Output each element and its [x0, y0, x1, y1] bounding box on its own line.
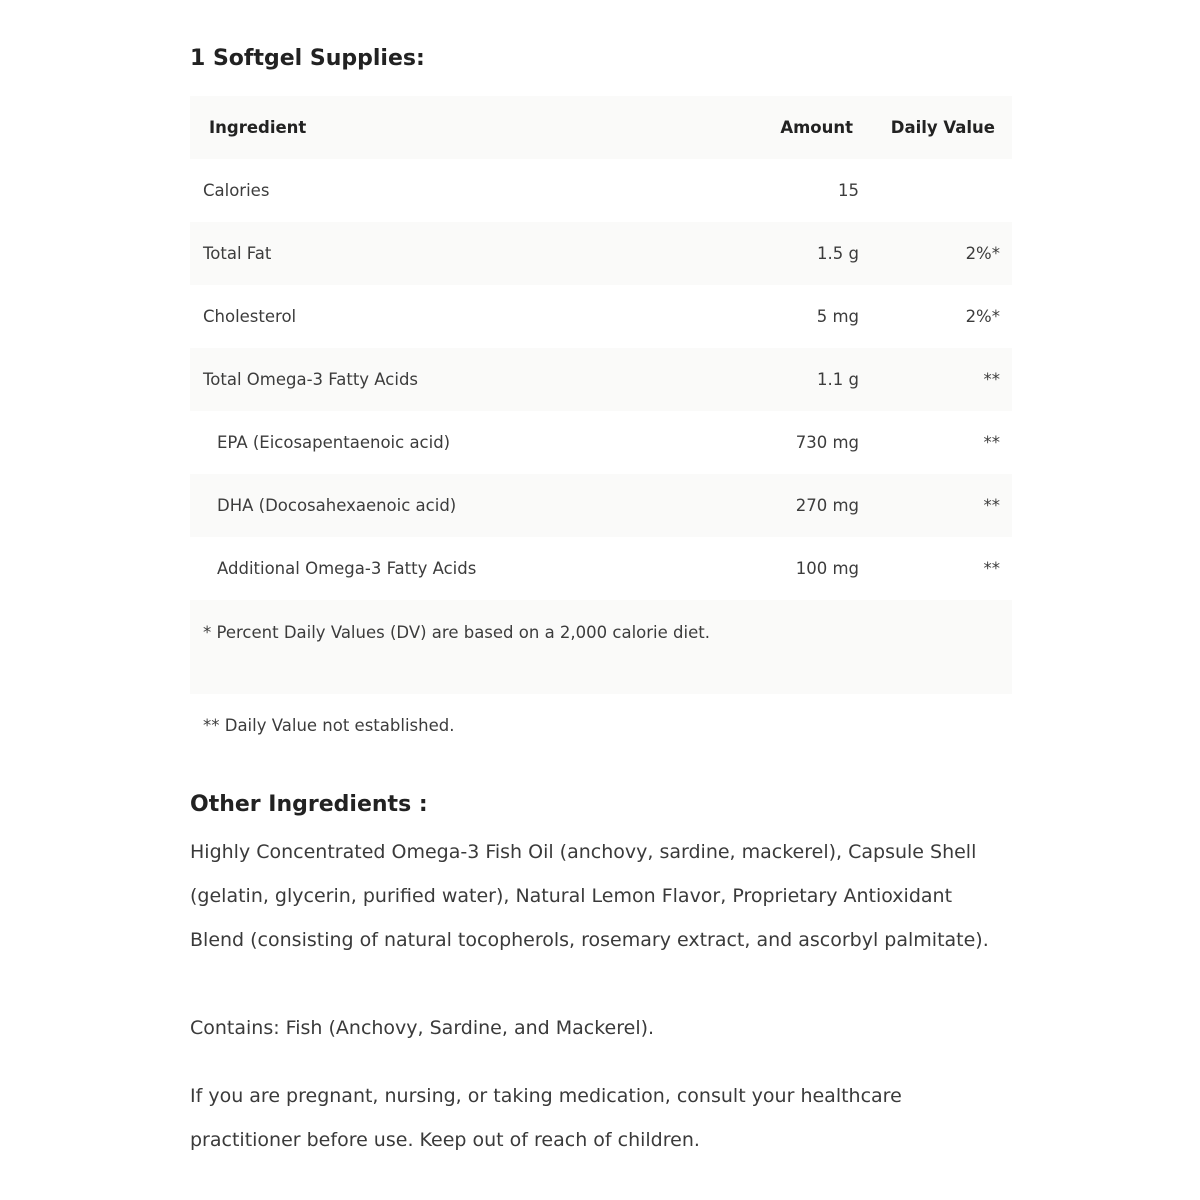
- other-ingredients-text: Highly Concentrated Omega-3 Fish Oil (anchovy, sardine, mackerel), Capsule Shell (gelatin, glycerin, purified water), Natural Lemon Flavor, Proprietary Antioxidant Blend (consisting of natural tocopherols, rosemary extract, and ascorbyl palmitate).: [190, 841, 989, 951]
- table-row: [190, 159, 1012, 222]
- ingredient-amount: 730 mg: [795, 433, 859, 452]
- ingredient-daily-value: 2%*: [965, 307, 1000, 326]
- table-row: [190, 285, 1012, 348]
- ingredient-amount: 270 mg: [795, 496, 859, 515]
- table-row: [190, 474, 1012, 537]
- footnote-dv-text: * Percent Daily Values (DV) are based on a 2,000 calorie diet.: [203, 623, 710, 642]
- ingredient-daily-value: **: [983, 496, 1000, 515]
- header-daily-value: Daily Value: [890, 118, 995, 137]
- warning-text: If you are pregnant, nursing, or taking medication, consult your healthcare practitioner before use. Keep out of reach of children.: [190, 1085, 902, 1151]
- table-row: [190, 348, 1012, 411]
- header-amount: Amount: [780, 118, 853, 137]
- footnote-not-established-text: ** Daily Value not established.: [203, 716, 455, 735]
- ingredient-amount: 1.5 g: [817, 244, 859, 263]
- ingredient-name: Cholesterol: [203, 307, 297, 326]
- ingredient-name: Total Fat: [203, 244, 272, 263]
- allergen-contains-text: Contains: Fish (Anchovy, Sardine, and Mackerel).: [190, 1017, 655, 1039]
- ingredient-amount: 1.1 g: [817, 370, 859, 389]
- supplies-title: 1 Softgel Supplies:: [190, 46, 425, 71]
- ingredient-amount: 15: [838, 181, 859, 200]
- ingredient-name: Additional Omega-3 Fatty Acids: [217, 559, 477, 578]
- other-ingredients-title: Other Ingredients :: [190, 792, 428, 817]
- ingredient-name: Total Omega-3 Fatty Acids: [203, 370, 419, 389]
- table-row: [190, 537, 1012, 600]
- ingredient-amount: 5 mg: [816, 307, 859, 326]
- nutrition-table: [190, 96, 1012, 757]
- table-header-row: [190, 96, 1012, 159]
- ingredient-daily-value: 2%*: [965, 244, 1000, 263]
- ingredient-name: DHA (Docosahexaenoic acid): [217, 496, 457, 515]
- ingredient-amount: 100 mg: [795, 559, 859, 578]
- footnote-row-not-established: [190, 694, 1012, 757]
- ingredient-daily-value: **: [983, 559, 1000, 578]
- ingredient-name: Calories: [203, 181, 270, 200]
- ingredient-daily-value: **: [983, 370, 1000, 389]
- footnote-row-dv: [190, 600, 1012, 694]
- table-row: [190, 222, 1012, 285]
- ingredient-name: EPA (Eicosapentaenoic acid): [217, 433, 451, 452]
- table-row: [190, 411, 1012, 474]
- ingredient-daily-value: **: [983, 433, 1000, 452]
- header-ingredient: Ingredient: [209, 118, 307, 137]
